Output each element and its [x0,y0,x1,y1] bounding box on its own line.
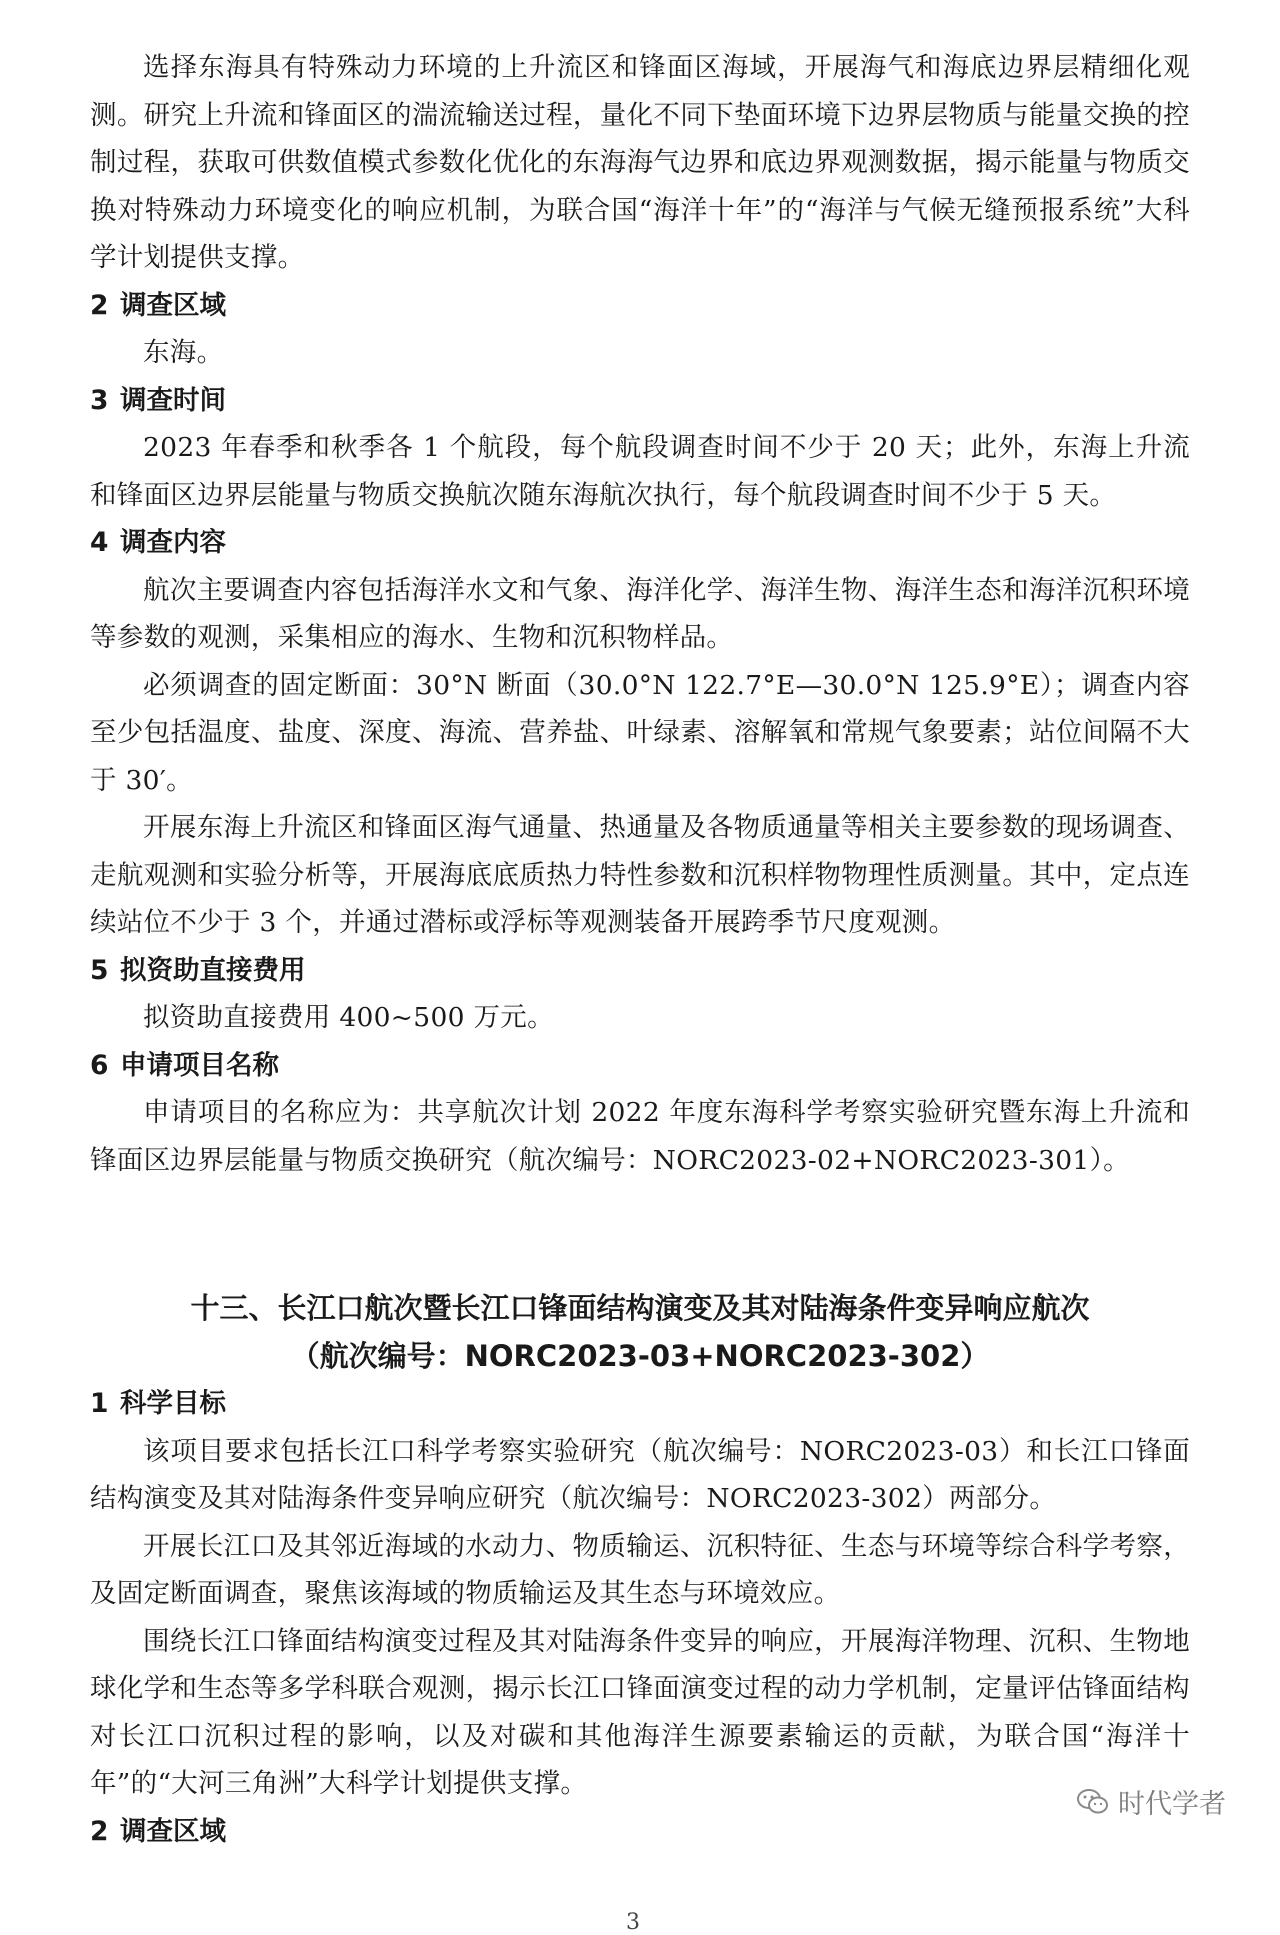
section-number: 5 [90,954,109,986]
section-number: 4 [90,527,109,558]
section-paragraph: 围绕长江口锋面结构演变过程及其对陆海条件变异的响应，开展海洋物理、沉积、生物地球化学和生态等多学科联合观测，揭示长江口锋面演变过程的动力学机制，定量评估锋面结构对长江口沉积过程的影响，以及对碳和其他海洋生源要素输运的贡献，为联合国“海洋十年”的“大河三角洲”大科学计划提供支撑。 [90,1625,1190,1799]
watermark [1076,1782,1226,1821]
part-spacer [90,1184,1190,1284]
section-title: 调查区域 [120,1815,226,1847]
section-heading [90,1808,1190,1856]
section-paragraph: 东海。 [143,337,224,368]
part-subtitle: （航次编号：NORC2023-03+NORC2023-302） [290,1339,990,1373]
section-heading [90,282,1190,330]
section-paragraph: 该项目要求包括长江口科学考察实验研究（航次编号：NORC2023-03）和长江口锋面结构演变及其对陆海条件变异响应研究（航次编号：NORC2023-302）两部分。 [90,1435,1190,1514]
section-paragraph: 2023 年春季和秋季各 1 个航段，每个航段调查时间不少于 20 天；此外，东海上升流和锋面区边界层能量与物质交换航次随东海航次执行，每个航段调查时间不少于 5 天。 [90,432,1190,511]
section-number: 2 [90,289,109,321]
section-paragraph: 航次主要调查内容包括海洋水文和气象、海洋化学、海洋生物、海洋生态和海洋沉积环境等参数的观测，采集相应的海水、生物和沉积物样品。 [90,574,1190,653]
section-heading [90,377,1190,425]
section-heading [90,519,1190,567]
document-page [90,44,1190,1855]
section-paragraph: 开展东海上升流区和锋面区海气通量、热通量及各物质通量等相关主要参数的现场调查、走航观测和实验分析等，开展海底底质热力特性参数和沉积样物物理性质测量。其中，定点连续站位不少于 3 个，并通过潜标或浮标等观测装备开展跨季节尺度观测。 [90,812,1190,938]
section-title: 调查内容 [120,527,226,558]
section-paragraph: 拟资助直接费用 400~500 万元。 [143,1002,554,1033]
intro-paragraph: 选择东海具有特殊动力环境的上升流区和锋面区海域，开展海气和海底边界层精细化观测。研究上升流和锋面区的湍流输送过程，量化不同下垫面环境下边界层物质与能量交换的控制过程，获取可供数值模式参数化优化的东海海气边界和底边界观测数据，揭示能量与物质交换对特殊动力环境变化的响应机制，为联合国“海洋十年”的“海洋与气候无缝预报系统”大科学计划提供支撑。 [90,52,1190,273]
section-heading [90,1042,1190,1090]
section-number: 6 [90,1049,109,1081]
section-paragraph: 必须调查的固定断面：30°N 断面（30.0°N 122.7°E—30.0°N 125.9°E）；调查内容至少包括温度、盐度、深度、海流、营养盐、叶绿素、溶解氧和常规气象要素；站位间隔不大于 30′。 [90,669,1190,796]
section-title: 拟资助直接费用 [120,954,306,986]
part-title: 十三、长江口航次暨长江口锋面结构演变及其对陆海条件变异响应航次 [190,1291,1090,1325]
section-heading [90,947,1190,995]
section-heading [90,1380,1190,1428]
section-title: 申请项目名称 [120,1049,279,1081]
section-number: 2 [90,1815,109,1847]
section-number: 1 [90,1388,109,1419]
section-title: 科学目标 [120,1388,226,1419]
section-number: 3 [90,384,109,416]
watermark-text: 时代学者 [1118,1789,1226,1820]
wechat-icon [1076,1787,1110,1817]
page-number: 3 [626,1910,640,1935]
section-paragraph: 申请项目的名称应为：共享航次计划 2022 年度东海科学考察实验研究暨东海上升流和锋面区边界层能量与物质交换研究（航次编号：NORC2023-02+NORC2023-301）。 [90,1097,1190,1176]
section-paragraph: 开展长江口及其邻近海域的水动力、物质输运、沉积特征、生态与环境等综合科学考察，及固定断面调查，聚焦该海域的物质输运及其生态与环境效应。 [90,1530,1190,1609]
section-title: 调查区域 [120,289,226,321]
section-title: 调查时间 [120,384,226,416]
